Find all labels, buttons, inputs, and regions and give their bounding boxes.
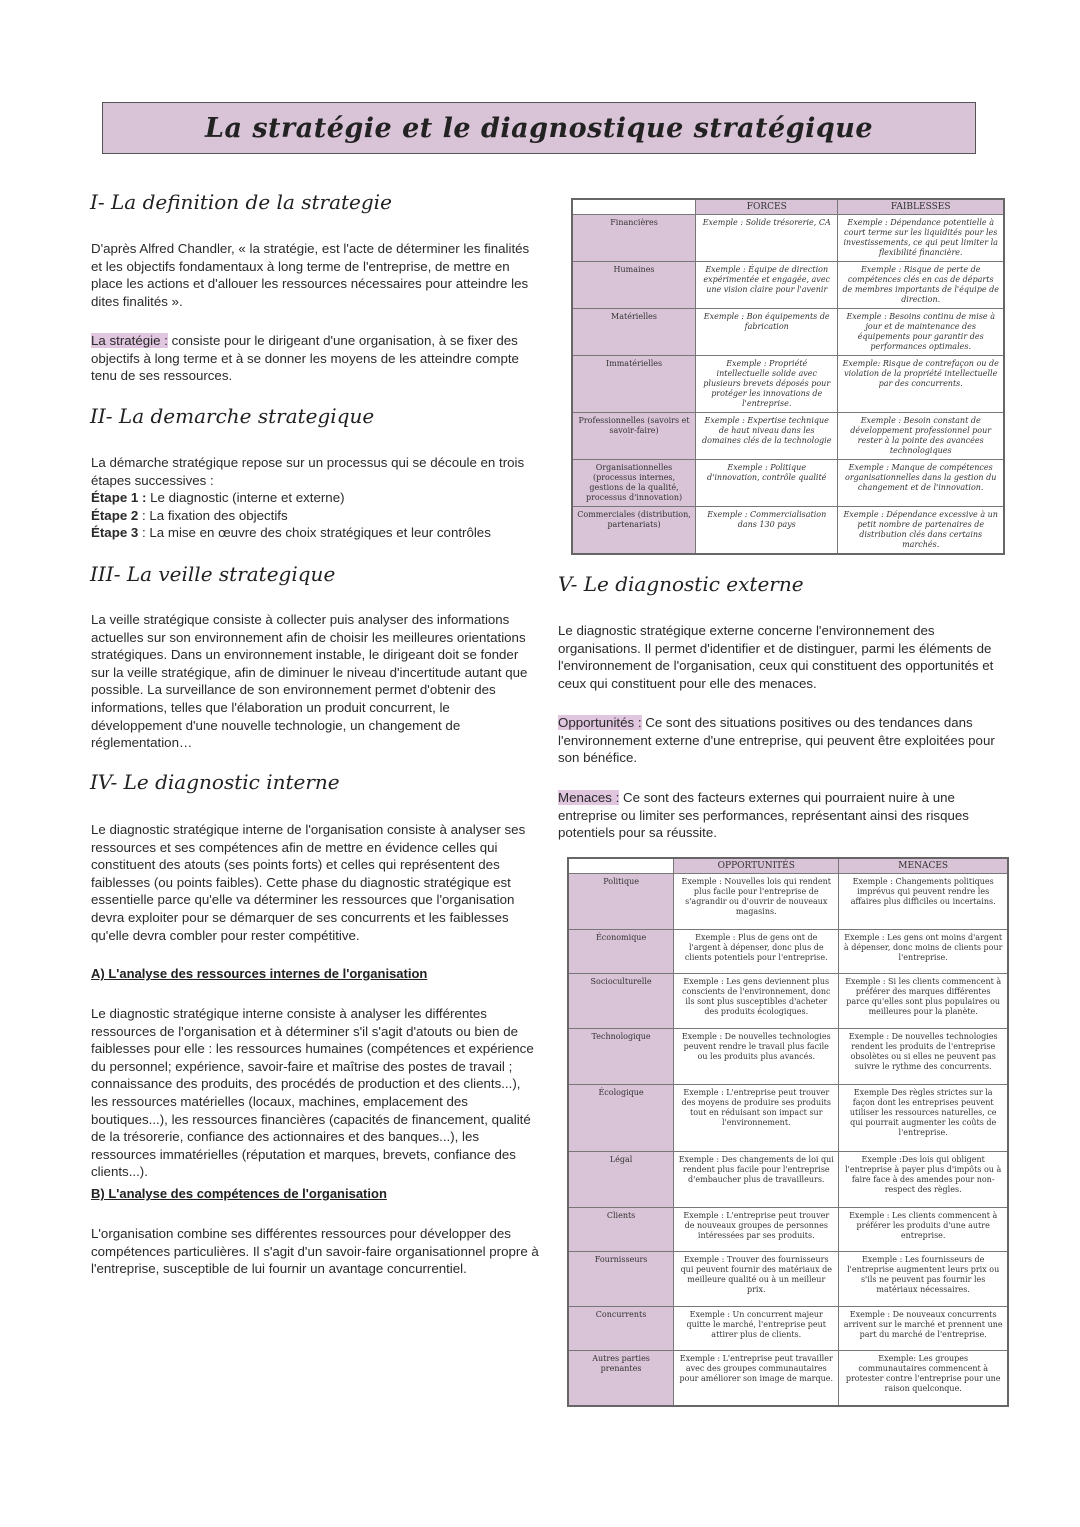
cell-menace: Exemple Des règles strictes sur la façon dont les entreprises peuvent utiliser les ressources naturelles, ce qui pourrait augmenter les coûts de l'entreprise. [839, 1085, 1008, 1152]
internal-diagnostic-text: Le diagnostic stratégique interne de l'organisation consiste à analyser ses ressources et ses compétences afin de mettre en évidence celles qui constituent des atouts (ses points forts) et celles qui représentent des faiblesses (ou points faibles). Cette phase du diagnostic stratégique est essentielle parce qu'elle va déterminer les ressources que l'organisation devra exploiter pour se démarquer de ses concurrents et les faiblesses qu'elle devra combler pour rester compétitive. [91, 822, 526, 943]
cell-force: Exemple : Expertise technique de haut niveau dans les domaines clés de la technologie [696, 413, 838, 460]
cell-force: Exemple : Bon équipements de fabrication [696, 309, 838, 356]
cell-opportunite: Exemple : Les gens deviennent plus conscients de l'environnement, donc ils sont plus susceptibles d'acheter des produits écologiques. [674, 974, 839, 1029]
row-label: Commerciales (distribution, partenariats) [572, 507, 696, 555]
forces-faiblesses-table [571, 198, 1005, 555]
table-row [568, 1252, 1008, 1307]
table-row [572, 262, 1004, 309]
section-4-heading: IV- Le diagnostic interne [90, 770, 340, 794]
cell-faiblesse: Exemple : Besoins continu de mise à jour et de maintenance des équipements pour garantir des performances optimales. [838, 309, 1004, 356]
cell-faiblesse: Exemple : Risque de perte de compétences clés en cas de départs de membres importants de l'équipe de direction. [838, 262, 1004, 309]
cell-menace: Exemple : Les fournisseurs de l'entreprise augmentent leurs prix ou s'ils ne peuvent pas fournir les matériaux nécessaires. [839, 1252, 1008, 1307]
strategy-term: La stratégie : [91, 333, 168, 348]
cell-opportunite: Exemple : L'entreprise peut trouver des moyens de produire ses produits tout en réduisant son impact sur l'environnement. [674, 1085, 839, 1152]
cell-opportunite: Exemple : L'entreprise peut travailler avec des groupes communautaires pour améliorer son image de marque. [674, 1351, 839, 1406]
process-intro: La démarche stratégique repose sur un processus qui se découle en trois étapes successives : [91, 455, 525, 488]
row-label: Clients [568, 1208, 674, 1252]
section-3-heading: III- La veille strategique [90, 562, 336, 586]
row-label: Politique [568, 874, 674, 930]
cell-opportunite: Exemple : Plus de gens ont de l'argent à dépenser, donc plus de clients potentiels pour l'entreprise. [674, 930, 839, 974]
cell-faiblesse: Exemple: Risque de contrefaçon ou de violation de la propriété intellectuelle par des concurrents. [838, 356, 1004, 413]
veille-text: La veille stratégique consiste à collecter puis analyser des informations actuelles sur son environnement afin de choisir les meilleures orientations stratégiques. Dans un environnement instable, le dirigeant doit se fonder sur la veille stratégique, afin de diminuer le niveau d'incertitude autant que possible. La surveillance de son environnement permet d'obtenir des informations, telles que l'élaboration un produit concurrent, le développement d'une nouvelle technologie, un changement de réglementation… [91, 612, 528, 751]
opportunities-term: Opportunités : [558, 715, 642, 730]
row-label: Légal [568, 1152, 674, 1208]
step-item: Étape 1 : Le diagnostic (interne et externe) [91, 490, 345, 505]
table-row [568, 1029, 1008, 1085]
threats-term: Menaces : [558, 790, 620, 805]
section-1-heading: I- La definition de la strategie [90, 190, 392, 214]
subsection-a-heading: A) L'analyse des ressources internes de l'organisation [91, 966, 428, 981]
cell-menace: Exemple : Les gens ont moins d'argent à dépenser, donc moins de clients pour l'entreprise. [839, 930, 1008, 974]
subsection-b-heading: B) L'analyse des compétences de l'organisation [91, 1186, 387, 1201]
step-item: Étape 3 : La mise en œuvre des choix stratégiques et leur contrôles [91, 525, 491, 541]
row-label: Organisationnelles (processus internes, gestions de la qualité, processus d'innovation) [572, 460, 696, 507]
steps-list [91, 489, 539, 542]
table-row [572, 507, 1004, 555]
table-row [572, 356, 1004, 413]
title-banner [102, 102, 976, 154]
cell-opportunite: Exemple : De nouvelles technologies peuvent rendre le travail plus facile ou les produits plus avancés. [674, 1029, 839, 1085]
cell-force: Exemple : Commercialisation dans 130 pays [696, 507, 838, 555]
cell-force: Exemple : Solide trésorerie, CA [696, 215, 838, 262]
external-diagnostic-text: Le diagnostic stratégique externe concerne l'environnement des organisations. Il permet d'identifier et de distinguer, parmi les éléments de l'environnement de l'organisation, ceux qui constituent des opportunités et ceux qui constituent pour elle des menaces. [558, 623, 994, 691]
cell-opportunite: Exemple : Des changements de loi qui rendent plus facile pour l'entreprise d'embaucher plus de travailleurs. [674, 1152, 839, 1208]
table-row [568, 1307, 1008, 1351]
table-row [572, 309, 1004, 356]
cell-menace: Exemple : De nouveaux concurrents arrivent sur le marché et prennent une part du marché de l'entreprise. [839, 1307, 1008, 1351]
table-row [568, 1208, 1008, 1252]
row-label: Technologique [568, 1029, 674, 1085]
cell-force: Exemple : Politique d'innovation, contrôle qualité [696, 460, 838, 507]
table-row [572, 413, 1004, 460]
row-label: Autres parties prenantes [568, 1351, 674, 1406]
chandler-quote: D'après Alfred Chandler, « la stratégie, est l'acte de déterminer les finalités et les objectifs fondamentaux à long terme de l'entreprise, de mettre en place les actions et d'allouer les ressources nécessaires pour atteindre les dites finalités ». [91, 241, 530, 309]
cell-menace: Exemple : De nouvelles technologies rendent les produits de l'entreprise obsolètes ou si elles ne peuvent pas suivre le rythme des concurrents. [839, 1029, 1008, 1085]
cell-opportunite: Exemple : Trouver des fournisseurs qui peuvent fournir des matériaux de meilleure qualité ou à un meilleur prix. [674, 1252, 839, 1307]
threats-definition: Menaces : Ce sont des facteurs externes qui pourraient nuire à une entreprise ou limiter ses performances, représentant ainsi des risques potentiels pour sa réussite. [558, 790, 969, 841]
strategy-definition-text: consiste pour le dirigeant d'une organisation, à se fixer des objectifs à long terme et à se donner les moyens de les atteindre compte tenu de ses ressources. [91, 333, 519, 384]
column-header-opportunites: OPPORTUNITÉS [674, 858, 839, 874]
column-header-forces: FORCES [696, 199, 838, 215]
cell-opportunite: Exemple : Un concurrent majeur quitte le marché, l'entreprise peut attirer plus de clients. [674, 1307, 839, 1351]
row-label: Concurrents [568, 1307, 674, 1351]
column-header-menaces: MENACES [839, 858, 1008, 874]
cell-faiblesse: Exemple : Dépendance excessive à un petit nombre de partenaires de distribution clés dans certains marchés. [838, 507, 1004, 555]
cell-opportunite: Exemple : L'entreprise peut trouver de nouveaux groupes de personnes intéressées par ses produits. [674, 1208, 839, 1252]
table-row [572, 460, 1004, 507]
row-label: Immatérielles [572, 356, 696, 413]
table-row [568, 1085, 1008, 1152]
cell-force: Exemple : Équipe de direction expérimentée et engagée, avec une vision claire pour l'avenir [696, 262, 838, 309]
opportunities-definition: Opportunités : Ce sont des situations positives ou des tendances dans l'environnement externe d'une entreprise, qui peuvent être exploitées pour son bénéfice. [558, 715, 995, 766]
table-row [568, 930, 1008, 974]
competences-text: L'organisation combine ses différentes ressources pour développer des compétences particulières. Il s'agit d'un savoir-faire organisationnel propre à l'entreprise, susceptible de lui fournir un avantage concurrentiel. [91, 1226, 539, 1277]
strategy-definition [91, 332, 539, 385]
row-label: Financières [572, 215, 696, 262]
row-label: Humaines [572, 262, 696, 309]
row-label: Fournisseurs [568, 1252, 674, 1307]
cell-force: Exemple : Propriété intellectuelle solide avec plusieurs brevets déposés pour protéger les innovations de l'entreprise. [696, 356, 838, 413]
table-row [572, 215, 1004, 262]
opportunites-menaces-table [567, 857, 1009, 1407]
cell-menace: Exemple: Les groupes communautaires commencent à protester contre l'entreprise pour une raison quelconque. [839, 1351, 1008, 1406]
cell-faiblesse: Exemple : Dépendance potentielle à court terme sur les liquidités pour les investissements, ce qui peut limiter la flexibilité financière. [838, 215, 1004, 262]
cell-faiblesse: Exemple : Manque de compétences organisationnelles dans la gestion du changement et de l'innovation. [838, 460, 1004, 507]
section-2-heading: II- La demarche strategique [90, 404, 375, 428]
step-item: Étape 2 : La fixation des objectifs [91, 507, 288, 523]
row-label: Écologique [568, 1085, 674, 1152]
table-row [568, 1152, 1008, 1208]
section-5-heading: V- Le diagnostic externe [558, 572, 804, 596]
row-label: Professionnelles (savoirs et savoir-faire) [572, 413, 696, 460]
page-title: La stratégie et le diagnostique stratégique [204, 112, 874, 144]
cell-faiblesse: Exemple : Besoin constant de développement professionnel pour rester à la pointe des avancées technologiques [838, 413, 1004, 460]
table-row [568, 874, 1008, 930]
column-header-faiblesses: FAIBLESSES [838, 199, 1004, 215]
cell-menace: Exemple : Les clients commencent à préférer les produits d'une autre entreprise. [839, 1208, 1008, 1252]
row-label: Matérielles [572, 309, 696, 356]
row-label: Économique [568, 930, 674, 974]
row-label: Socioculturelle [568, 974, 674, 1029]
cell-opportunite: Exemple : Nouvelles lois qui rendent plus facile pour l'entreprise de s'agrandir ou d'ouvrir de nouveaux magasins. [674, 874, 839, 930]
cell-menace: Exemple :Des lois qui obligent l'entreprise à payer plus d'impôts ou à faire face à des amendes pour non-respect des règles. [839, 1152, 1008, 1208]
resources-text: Le diagnostic stratégique interne consiste à analyser les différentes ressources de l'organisation et à déterminer s'il s'agit d'atouts ou bien de faiblesses pour elle : les ressources humaines (compétences et expérience du personnel; expérience, savoir-faire et maîtrise des postes de travail ; connaissance des produits, des procédés de production et des clients...), les ressources matérielles (locaux, machines, emplacement des boutiques...), les ressources financières (capacités de financement, qualité de la trésorerie, confiance des actionnaires et des banques...), les ressources immatérielles (réputation et marques, brevets, confiance des clients...). [91, 1006, 534, 1180]
cell-menace: Exemple : Changements politiques imprévus qui peuvent rendre les affaires plus difficiles ou incertains. [839, 874, 1008, 930]
table-row [568, 1351, 1008, 1406]
cell-menace: Exemple : Si les clients commencent à préférer des marques différentes parce qu'elles sont plus populaires ou meilleures pour la planète. [839, 974, 1008, 1029]
table-row [568, 974, 1008, 1029]
